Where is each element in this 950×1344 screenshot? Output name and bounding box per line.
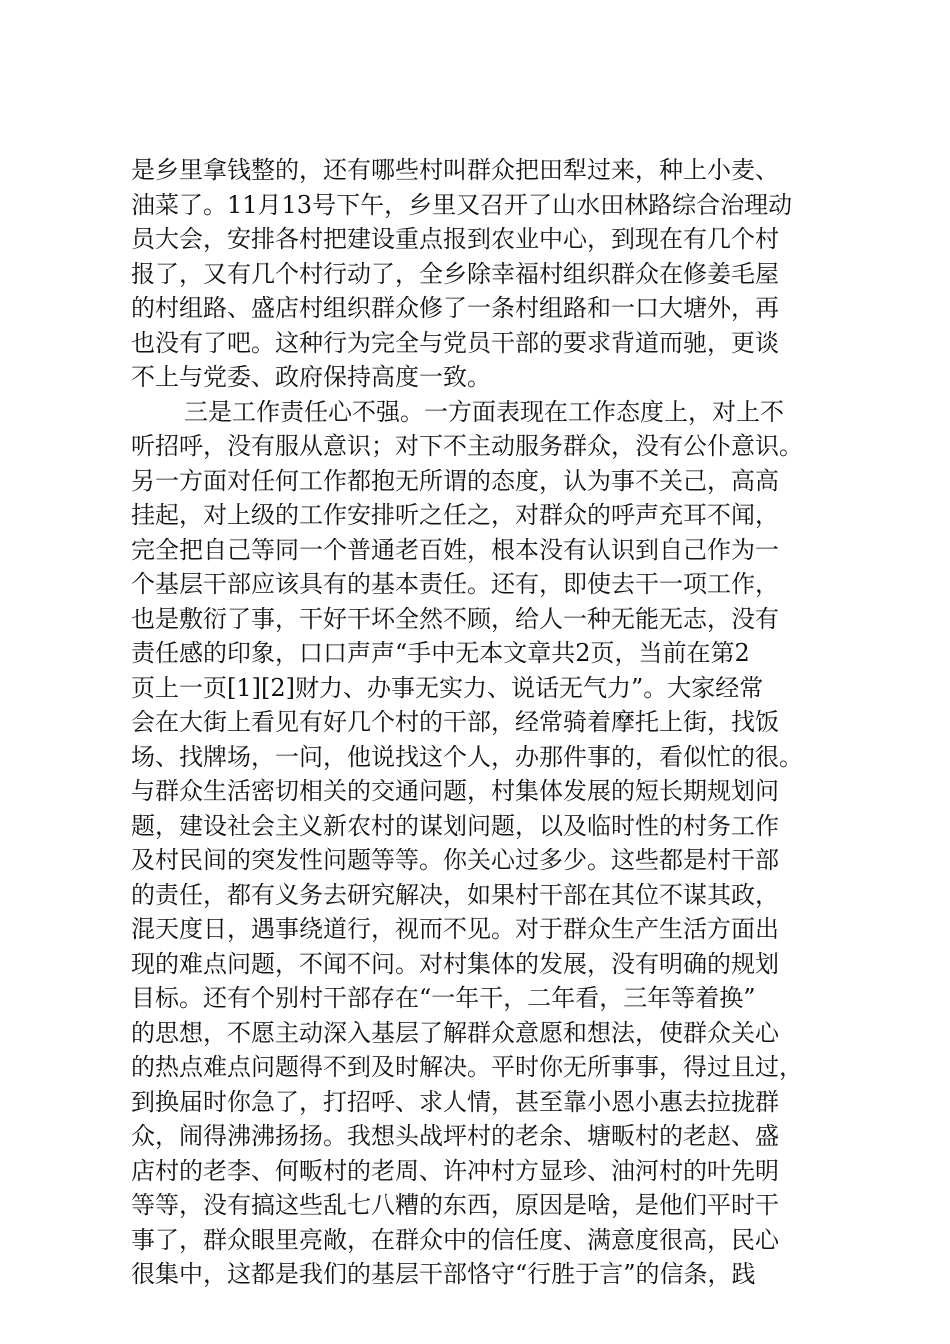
text-line: 个基层干部应该具有的基本责任。还有，即使去干一项工作，: [131, 570, 779, 598]
text-line: 页上一页[1][2]财力、办事无实力、说话无气力”。大家经常: [131, 673, 764, 702]
text-line: 员大会，安排各村把建设重点报到农业中心，到现在有几个村: [131, 225, 779, 253]
text-line: 油菜了。11月13号下午，乡里又召开了山水田林路综合治理动: [131, 190, 793, 219]
text-line: 的思想，不愿主动深入基层了解群众意愿和想法，使群众关心: [131, 1018, 779, 1047]
text-line: 到换届时你急了，打招呼、求人情，甚至靠小恩小惠去拉拢群: [131, 1087, 779, 1116]
text-line: 与群众生活密切相关的交通问题，村集体发展的短长期规划问: [131, 777, 779, 805]
text-line: 也没有了吧。这种行为完全与党员干部的要求背道而驰，更谈: [131, 328, 779, 357]
text-line: 事了，群众眼里亮敞，在群众中的信任度、满意度很高，民心: [131, 1225, 779, 1254]
text-line: 不上与党委、政府保持高度一致。: [131, 363, 491, 391]
text-line: 挂起，对上级的工作安排听之任之，对群众的呼声充耳不闻，: [131, 501, 779, 529]
text-line: 场、找牌场，一问，他说找这个人，办那件事的，看似忙的很。: [131, 742, 803, 771]
text-line: 及村民间的突发性问题等等。你关心过多少。这些都是村干部: [131, 846, 779, 874]
text-line: 听招呼，没有服从意识；对下不主动服务群众，没有公仆意识。: [131, 432, 803, 460]
text-line: 会在大街上看见有好几个村的干部，经常骑着摩托上街，找饭: [131, 708, 779, 736]
text-line: 混天度日，遇事绕道行，视而不见。对于群众生产生活方面出: [131, 915, 779, 943]
text-line: 现的难点问题，不闻不问。对村集体的发展，没有明确的规划: [131, 949, 779, 978]
text-line: 的村组路、盛店村组织群众修了一条村组路和一口大塘外，再: [131, 294, 779, 322]
text-line: 的热点难点问题得不到及时解决。平时你无所事事，得过且过，: [131, 1053, 803, 1081]
text-line: 等等，没有搞这些乱七八糟的东西，原因是啥，是他们平时干: [131, 1191, 779, 1219]
text-line: 很集中，这都是我们的基层干部恪守“行胜于言”的信条，践: [131, 1260, 756, 1288]
text-line: 众，闹得沸沸扬扬。我想头战坪村的老余、塘畈村的老赵、盛: [131, 1122, 779, 1150]
text-line: 也是敷衍了事，干好干坏全然不顾，给人一种无能无志，没有: [131, 604, 779, 633]
text-line: 报了，又有几个村行动了，全乡除幸福村组织群众在修姜毛屋: [131, 259, 779, 288]
text-line: 目标。还有个别村干部存在“一年干，二年看，三年等着换”: [131, 984, 756, 1012]
text-line: 题，建设社会主义新农村的谋划问题，以及临时性的村务工作: [131, 811, 779, 840]
text-line: 另一方面对任何工作都抱无所谓的态度，认为事不关己，高高: [131, 466, 779, 495]
text-line: 的责任，都有义务去研究解决，如果村干部在其位不谋其政，: [131, 880, 779, 909]
paragraph-start-line: 三是工作责任心不强。一方面表现在工作态度上，对上不: [184, 397, 784, 426]
text-line: 完全把自己等同一个普通老百姓，根本没有认识到自己作为一: [131, 535, 779, 564]
body-text: [131, 153, 831, 1292]
text-line: 责任感的印象，口口声声“手中无本文章共2页，当前在第2: [131, 639, 750, 667]
text-line: 是乡里拿钱整的，还有哪些村叫群众把田犁过来，种上小麦、: [131, 156, 779, 184]
text-line: 店村的老李、何畈村的老周、许冲村方显珍、油河村的叶先明: [131, 1156, 779, 1185]
